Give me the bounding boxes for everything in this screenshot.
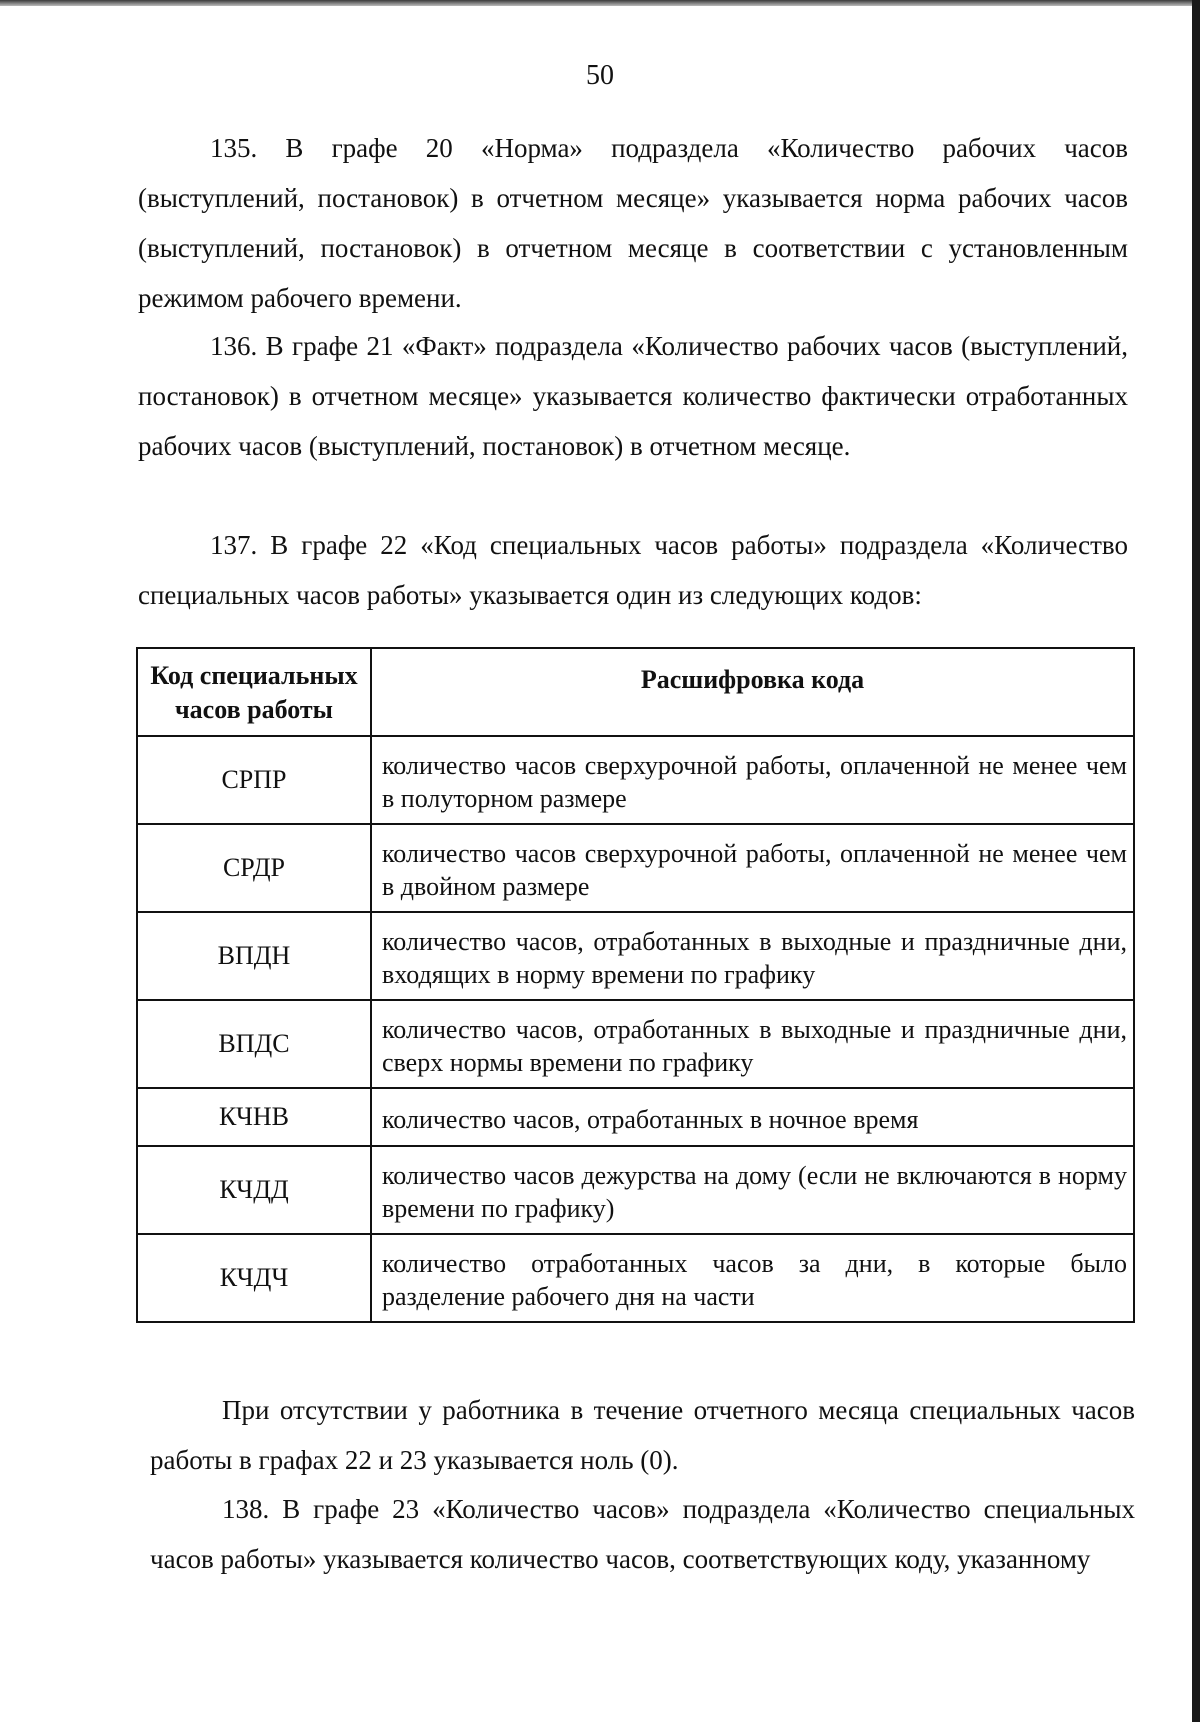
paragraph-note: При отсутствии у работника в течение отчетного месяца специальных часов работы в графах 22 и 23 указывается ноль (0). xyxy=(150,1395,1135,1475)
header-code: Код специальных часов работы xyxy=(137,648,371,736)
paragraph-138: 138. В графе 23 «Количество часов» подраздела «Количество специальных часов работы» указывается количество часов, соответствующих коду, указанному xyxy=(150,1494,1135,1574)
page-number: 50 xyxy=(586,60,614,91)
table-row xyxy=(137,1234,1134,1322)
description-cell: количество часов дежурства на дому (если не включаются в норму времени по графику) xyxy=(371,1146,1134,1234)
description-cell: количество часов, отработанных в выходные и праздничные дни, входящих в норму времени по графику xyxy=(371,912,1134,1000)
table-header-row xyxy=(137,648,1134,736)
table-row xyxy=(137,912,1134,1000)
header-description: Расшифровка кода xyxy=(371,648,1134,736)
code-cell: СРПР xyxy=(137,736,371,824)
paragraph-136: 136. В графе 21 «Факт» подраздела «Количество рабочих часов (выступлений, постановок) в отчетном месяце» указывается количество фактически отработанных рабочих часов (выступлений, постановок) в отчетном месяце. xyxy=(138,331,1128,461)
code-cell: ВПДС xyxy=(137,1000,371,1088)
description-cell: количество отработанных часов за дни, в которые было разделение рабочего дня на части xyxy=(371,1234,1134,1322)
description-cell: количество часов, отработанных в выходные и праздничные дни, сверх нормы времени по графику xyxy=(371,1000,1134,1088)
paragraph-135: 135. В графе 20 «Норма» подраздела «Количество рабочих часов (выступлений, постановок) в отчетном месяце» указывается норма рабочих часов (выступлений, постановок) в отчетном месяце в соответствии с установленным режимом рабочего времени. xyxy=(138,133,1128,313)
paragraph-137: 137. В графе 22 «Код специальных часов работы» подраздела «Количество специальных часов работы» указывается один из следующих кодов: xyxy=(138,530,1128,610)
special-hours-codes-table xyxy=(136,647,1135,1323)
code-cell: СРДР xyxy=(137,824,371,912)
scan-top-edge xyxy=(0,0,1200,6)
description-cell: количество часов сверхурочной работы, оплаченной не менее чем в двойном размере xyxy=(371,824,1134,912)
table-row xyxy=(137,1000,1134,1088)
table-row xyxy=(137,736,1134,824)
code-cell: ВПДН xyxy=(137,912,371,1000)
table-row xyxy=(137,824,1134,912)
table-row xyxy=(137,1146,1134,1234)
description-cell: количество часов сверхурочной работы, оплаченной не менее чем в полуторном размере xyxy=(371,736,1134,824)
code-cell: КЧНВ xyxy=(137,1088,371,1146)
code-cell: КЧДД xyxy=(137,1146,371,1234)
description-cell: количество часов, отработанных в ночное время xyxy=(371,1088,1134,1146)
code-cell: КЧДЧ xyxy=(137,1234,371,1322)
table-row xyxy=(137,1088,1134,1146)
scan-right-edge xyxy=(1192,0,1200,1722)
